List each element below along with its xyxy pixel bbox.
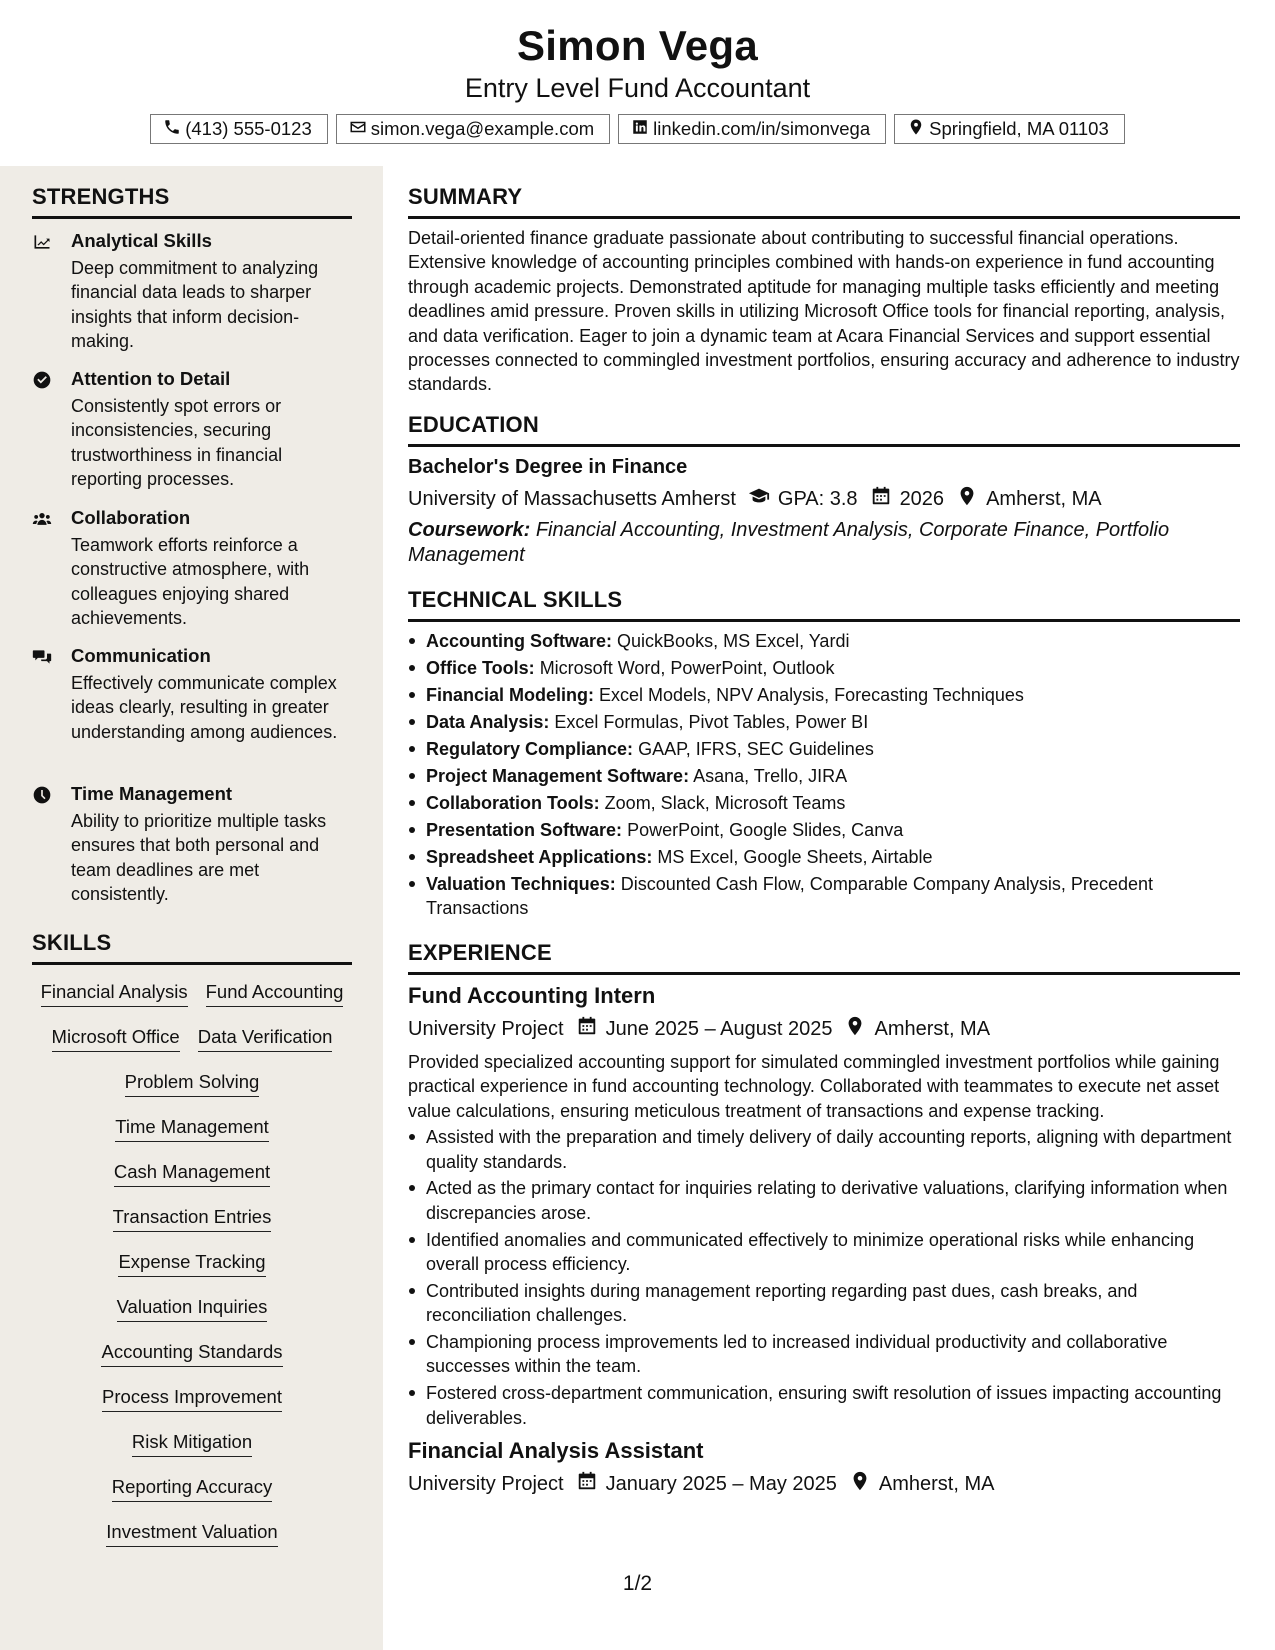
graduation-year: 2026 bbox=[899, 487, 945, 510]
location-icon bbox=[944, 485, 986, 513]
strength-desc: Ability to prioritize multiple tasks ensures that both personal and team deadlines are met consistently. bbox=[71, 811, 327, 905]
technical-skills-section bbox=[408, 587, 1240, 923]
list-item: Acted as the primary contact for inquiries relating to derivative valuations, clarifying information when discrepancies arose. bbox=[408, 1176, 1240, 1225]
skill-row bbox=[28, 1428, 356, 1473]
skill-row bbox=[28, 1203, 356, 1248]
candidate-title: Entry Level Fund Accountant bbox=[464, 73, 811, 103]
technical-skills-list bbox=[408, 629, 1240, 921]
chart-line-icon bbox=[32, 232, 54, 254]
job-org: University Project bbox=[408, 1472, 564, 1495]
skill-row bbox=[28, 1023, 356, 1068]
strength-desc: Effectively communicate complex ideas clearly, resulting in greater understanding among audiences. bbox=[71, 673, 338, 742]
skill-tag: Data Verification bbox=[198, 1023, 333, 1052]
list-item: Project Management Software: Asana, Trello, JIRA bbox=[408, 764, 1240, 788]
experience-title: EXPERIENCE bbox=[408, 940, 552, 965]
candidate-name: Simon Vega bbox=[516, 22, 759, 69]
education-meta bbox=[408, 485, 1240, 513]
education-title: EDUCATION bbox=[408, 412, 539, 437]
skills-cloud bbox=[28, 978, 356, 1563]
chat-bubbles-icon bbox=[32, 647, 54, 669]
skill-row bbox=[28, 1068, 356, 1113]
strength-desc: Deep commitment to analyzing financial data leads to sharper insights that inform decision-making. bbox=[71, 258, 319, 352]
skill-row bbox=[28, 1338, 356, 1383]
skill-tag: Problem Solving bbox=[125, 1068, 260, 1097]
strength-title: Collaboration bbox=[71, 507, 191, 528]
skill-tag: Transaction Entries bbox=[113, 1203, 272, 1232]
page-number: 1/2 bbox=[622, 1572, 653, 1595]
job-summary: Provided specialized accounting support for simulated commingled investment portfolios while gaining practical experience in fund accounting technology. Collaborated with teammates to execute net asset value calculations, ensuring meticulous treatment of transactions and expense tracking. bbox=[408, 1052, 1220, 1121]
job-dates: January 2025 – May 2025 bbox=[605, 1472, 837, 1495]
list-item: Valuation Techniques: Discounted Cash Flow, Comparable Company Analysis, Precedent Transactions bbox=[408, 872, 1240, 921]
degree-name: Bachelor's Degree in Finance bbox=[408, 456, 688, 478]
calendar-icon bbox=[564, 1470, 606, 1498]
job-meta bbox=[408, 1470, 1240, 1498]
graduation-cap-icon bbox=[736, 485, 778, 513]
school-name: University of Massachusetts Amherst bbox=[408, 487, 736, 510]
job-location: Amherst, MA bbox=[878, 1472, 995, 1495]
clock-icon bbox=[32, 785, 54, 807]
skill-tag: Expense Tracking bbox=[118, 1248, 265, 1277]
experience-divider bbox=[408, 972, 1240, 975]
job-bullets bbox=[408, 1125, 1240, 1430]
skill-tag: Accounting Standards bbox=[101, 1338, 282, 1367]
phone-text: (413) 555-0123 bbox=[185, 118, 312, 139]
education-divider bbox=[408, 444, 1240, 447]
skill-tag: Cash Management bbox=[114, 1158, 270, 1187]
coursework-list: Financial Accounting, Investment Analysis, Corporate Finance, Portfolio Management bbox=[408, 519, 1170, 566]
contact-bar bbox=[0, 114, 1275, 144]
list-item: Spreadsheet Applications: MS Excel, Google Sheets, Airtable bbox=[408, 845, 1240, 869]
job-dates: June 2025 – August 2025 bbox=[605, 1017, 833, 1040]
list-item: Office Tools: Microsoft Word, PowerPoint, Outlook bbox=[408, 656, 1240, 680]
summary-divider bbox=[408, 216, 1240, 219]
location-text: Springfield, MA 01103 bbox=[929, 118, 1109, 139]
skill-tag: Fund Accounting bbox=[206, 978, 344, 1007]
strengths-heading bbox=[32, 184, 352, 219]
check-circle-icon bbox=[32, 370, 54, 392]
strength-title: Communication bbox=[71, 645, 211, 666]
resume-header bbox=[0, 0, 1275, 166]
skill-row bbox=[28, 1293, 356, 1338]
contact-email[interactable] bbox=[336, 114, 610, 144]
list-item: Contributed insights during management reporting regarding past dues, cash breaks, and reconciliation challenges. bbox=[408, 1279, 1240, 1328]
list-item: Data Analysis: Excel Formulas, Pivot Tables, Power BI bbox=[408, 710, 1240, 734]
skill-tag: Reporting Accuracy bbox=[112, 1473, 272, 1502]
coursework-label: Coursework: bbox=[408, 519, 531, 541]
skills-divider bbox=[32, 962, 352, 965]
email-text: simon.vega@example.com bbox=[370, 118, 595, 139]
contact-location[interactable] bbox=[894, 114, 1125, 144]
skill-tag: Financial Analysis bbox=[41, 978, 188, 1007]
skill-row bbox=[28, 1518, 356, 1563]
strengths-divider bbox=[32, 216, 352, 219]
education-section bbox=[408, 412, 1240, 568]
list-item: Championing process improvements led to increased individual productivity and collaborative successes within the team. bbox=[408, 1330, 1240, 1379]
gpa-text: GPA: 3.8 bbox=[777, 487, 858, 510]
location-icon bbox=[832, 1015, 874, 1043]
calendar-icon bbox=[858, 485, 900, 513]
skill-row bbox=[28, 1113, 356, 1158]
list-item: Financial Modeling: Excel Models, NPV Analysis, Forecasting Techniques bbox=[408, 683, 1240, 707]
skill-tag: Risk Mitigation bbox=[132, 1428, 252, 1457]
coursework bbox=[408, 518, 1240, 568]
skill-tag: Valuation Inquiries bbox=[117, 1293, 268, 1322]
summary-section bbox=[408, 184, 1240, 397]
contact-linkedin[interactable] bbox=[618, 114, 886, 144]
skill-row bbox=[28, 1248, 356, 1293]
skill-row bbox=[28, 1383, 356, 1428]
job-title: Financial Analysis Assistant bbox=[408, 1438, 704, 1464]
job-org: University Project bbox=[408, 1017, 564, 1040]
strength-title: Analytical Skills bbox=[71, 230, 212, 251]
strength-desc: Consistently spot errors or inconsistencies, securing trustworthiness in financial reporting processes. bbox=[71, 396, 283, 490]
experience-section bbox=[408, 940, 1240, 1498]
skill-row bbox=[28, 1158, 356, 1203]
linkedin-icon bbox=[631, 118, 653, 141]
skill-row bbox=[28, 978, 356, 1023]
linkedin-text: linkedin.com/in/simonvega bbox=[653, 118, 871, 139]
email-icon bbox=[349, 118, 371, 141]
skills-heading bbox=[32, 930, 352, 965]
strength-desc: Teamwork efforts reinforce a constructive atmosphere, with colleagues enjoying shared achievements. bbox=[71, 535, 310, 629]
list-item: Identified anomalies and communicated effectively to minimize operational risks while enhancing overall process efficiency. bbox=[408, 1228, 1240, 1277]
contact-phone[interactable] bbox=[150, 114, 328, 144]
strength-title: Attention to Detail bbox=[71, 368, 231, 389]
summary-text: Detail-oriented finance graduate passionate about contributing to successful financial operations. Extensive knowledge of accounting principles combined with hands-on experience in fund accounting through academic projects. Demonstrated aptitude for managing multiple tasks efficiently and meeting deadlines amid pressure. Proven skills in utilizing Microsoft Office tools for financial reporting, analysis, and data verification. Eager to join a dynamic team at Acara Financial Services and support essential processes connected to commingled investment portfolios, ensuring accuracy and adherence to industry standards. bbox=[408, 228, 1240, 395]
list-item: Regulatory Compliance: GAAP, IFRS, SEC Guidelines bbox=[408, 737, 1240, 761]
list-item: Assisted with the preparation and timely delivery of daily accounting reports, aligning with department quality standards. bbox=[408, 1125, 1240, 1174]
users-icon bbox=[32, 509, 54, 531]
strengths-title: STRENGTHS bbox=[32, 184, 170, 209]
skill-tag: Microsoft Office bbox=[52, 1023, 180, 1052]
list-item: Fostered cross-department communication, ensuring swift resolution of issues impacting accounting deliverables. bbox=[408, 1381, 1240, 1430]
job-location: Amherst, MA bbox=[874, 1017, 991, 1040]
calendar-icon bbox=[564, 1015, 606, 1043]
skill-tag: Time Management bbox=[115, 1113, 269, 1142]
list-item: Collaboration Tools: Zoom, Slack, Microsoft Teams bbox=[408, 791, 1240, 815]
skill-tag: Process Improvement bbox=[102, 1383, 282, 1412]
location-icon bbox=[907, 118, 929, 141]
summary-title: SUMMARY bbox=[408, 184, 523, 209]
school-location: Amherst, MA bbox=[986, 487, 1102, 510]
technical-skills-divider bbox=[408, 619, 1240, 622]
skill-row bbox=[28, 1473, 356, 1518]
skill-tag: Investment Valuation bbox=[106, 1518, 277, 1547]
job-title: Fund Accounting Intern bbox=[408, 983, 656, 1008]
location-icon bbox=[837, 1470, 879, 1498]
job-meta bbox=[408, 1015, 1240, 1043]
list-item: Accounting Software: QuickBooks, MS Excel, Yardi bbox=[408, 629, 1240, 653]
phone-icon bbox=[163, 118, 185, 141]
skills-title: SKILLS bbox=[32, 930, 112, 955]
list-item: Presentation Software: PowerPoint, Google Slides, Canva bbox=[408, 818, 1240, 842]
strength-title: Time Management bbox=[71, 783, 233, 804]
technical-skills-title: TECHNICAL SKILLS bbox=[408, 587, 623, 612]
